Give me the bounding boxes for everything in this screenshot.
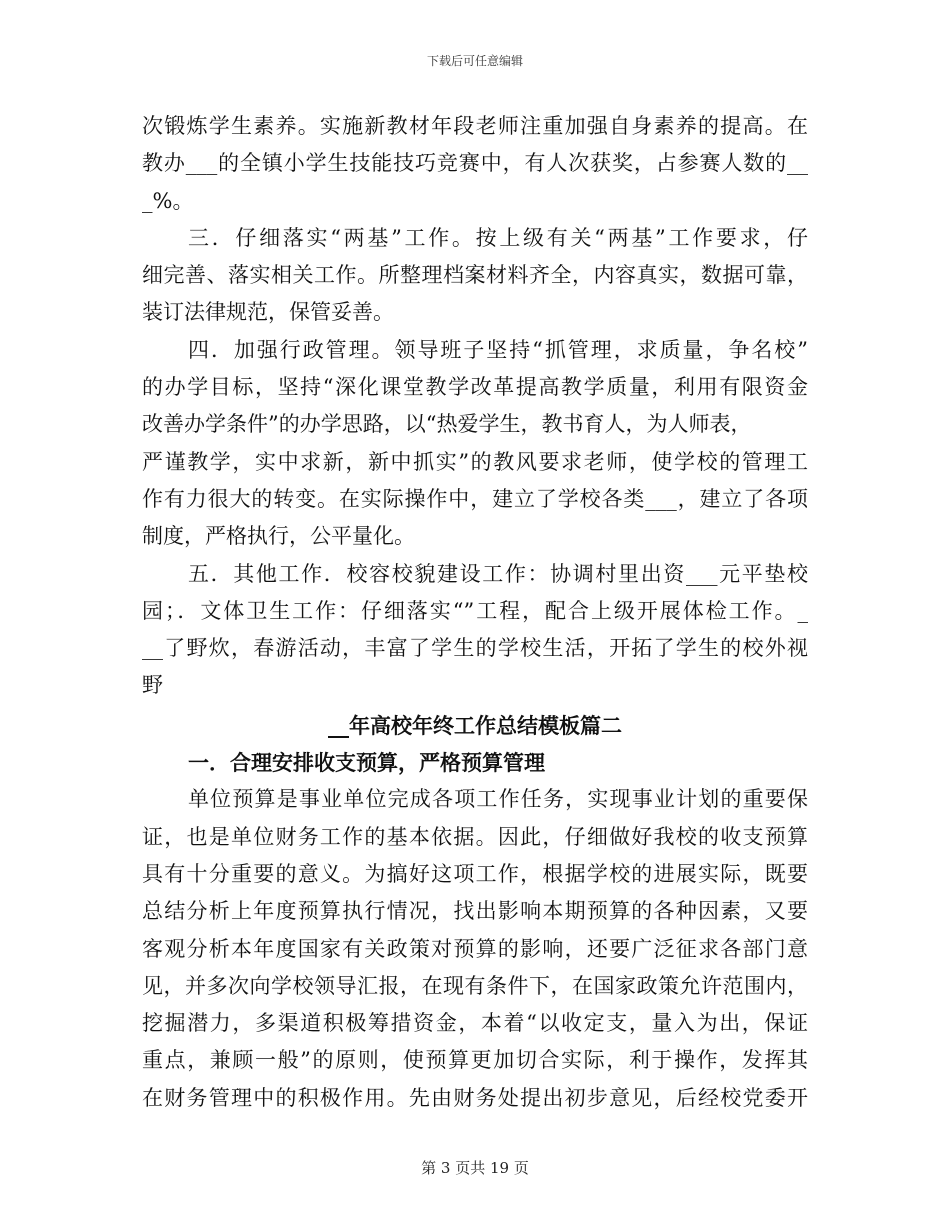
- text-line: 园；．文体卫生工作：仔细落实“”工程，配合上级开展体检工作。_: [142, 598, 808, 623]
- text-line: 严谨教学，实中求新，新中抓实”的教风要求老师，使学校的管理工: [142, 449, 808, 474]
- text-line: 野: [142, 673, 163, 698]
- text-line: __了野炊，春游活动，丰富了学生的学校生活，开拓了学生的校外视: [142, 636, 808, 661]
- document-body: [142, 108, 808, 1117]
- text-line: 四．加强行政管理。领导班子坚持“抓管理，求质量，争名校”: [188, 337, 808, 362]
- text-line: 改善办学条件”的办学思路，以“热爱学生，教书育人，为人师表，: [142, 412, 752, 437]
- text-line: 重点，兼顾一般”的原则，使预算更加切合实际，利于操作，发挥其: [142, 1048, 808, 1073]
- text-line: 制度，严格执行，公平量化。: [142, 524, 415, 549]
- text-line: 在财务管理中的积极作用。先由财务处提出初步意见，后经校党委开: [142, 1085, 808, 1110]
- section-two-body: [142, 781, 808, 1117]
- text-line: 挖掘潜力，多渠道积极筹措资金，本着“以收定支，量入为出，保证: [142, 1011, 808, 1036]
- text-line: 证，也是单位财务工作的基本依据。因此，仔细做好我校的收支预算: [142, 824, 808, 849]
- text-line: _%。: [142, 188, 194, 213]
- section-title: __年高校年终工作总结模板篇二: [328, 712, 622, 738]
- text-line: 总结分析上年度预算执行情况，找出影响本期预算的各种因素，又要: [142, 899, 808, 924]
- page-header: 下载后可任意编辑: [426, 54, 523, 68]
- text-line: 教办___的全镇小学生技能技巧竞赛中，有人次获奖，占参赛人数的__: [142, 151, 808, 176]
- text-line: 五．其他工作．校容校貌建设工作：协调村里出资___元平垫校: [188, 561, 808, 586]
- text-line: 见，并多次向学校领导汇报，在现有条件下，在国家政策允许范围内，: [142, 973, 808, 998]
- text-line: 次锻炼学生素养。实施新教材年段老师注重加强自身素养的提高。在: [142, 114, 808, 138]
- text-line: 客观分析本年度国家有关政策对预算的影响，还要广泛征求各部门意: [142, 936, 808, 961]
- text-line: 细完善、落实相关工作。所整理档案材料齐全，内容真实，数据可靠，: [142, 263, 808, 288]
- subheading: 一．合理安排收支预算，严格预算管理: [188, 750, 545, 776]
- text-line: 的办学目标，坚持“深化课堂教学改革提高教学质量，利用有限资金: [142, 375, 808, 400]
- text-line: 作有力很大的转变。在实际操作中，建立了学校各类___，建立了各项: [142, 486, 808, 511]
- text-line: 装订法律规范，保管妥善。: [142, 300, 394, 325]
- section-one-body: [142, 108, 808, 705]
- page-footer: 第 3 页共 19 页: [421, 1159, 529, 1177]
- text-line: 具有十分重要的意义。为搞好这项工作，根据学校的进展实际，既要: [142, 861, 808, 886]
- text-line: 三．仔细落实“两基”工作。按上级有关“两基”工作要求，仔: [188, 225, 808, 250]
- text-line: 单位预算是事业单位完成各项工作任务，实现事业计划的重要保: [188, 787, 808, 812]
